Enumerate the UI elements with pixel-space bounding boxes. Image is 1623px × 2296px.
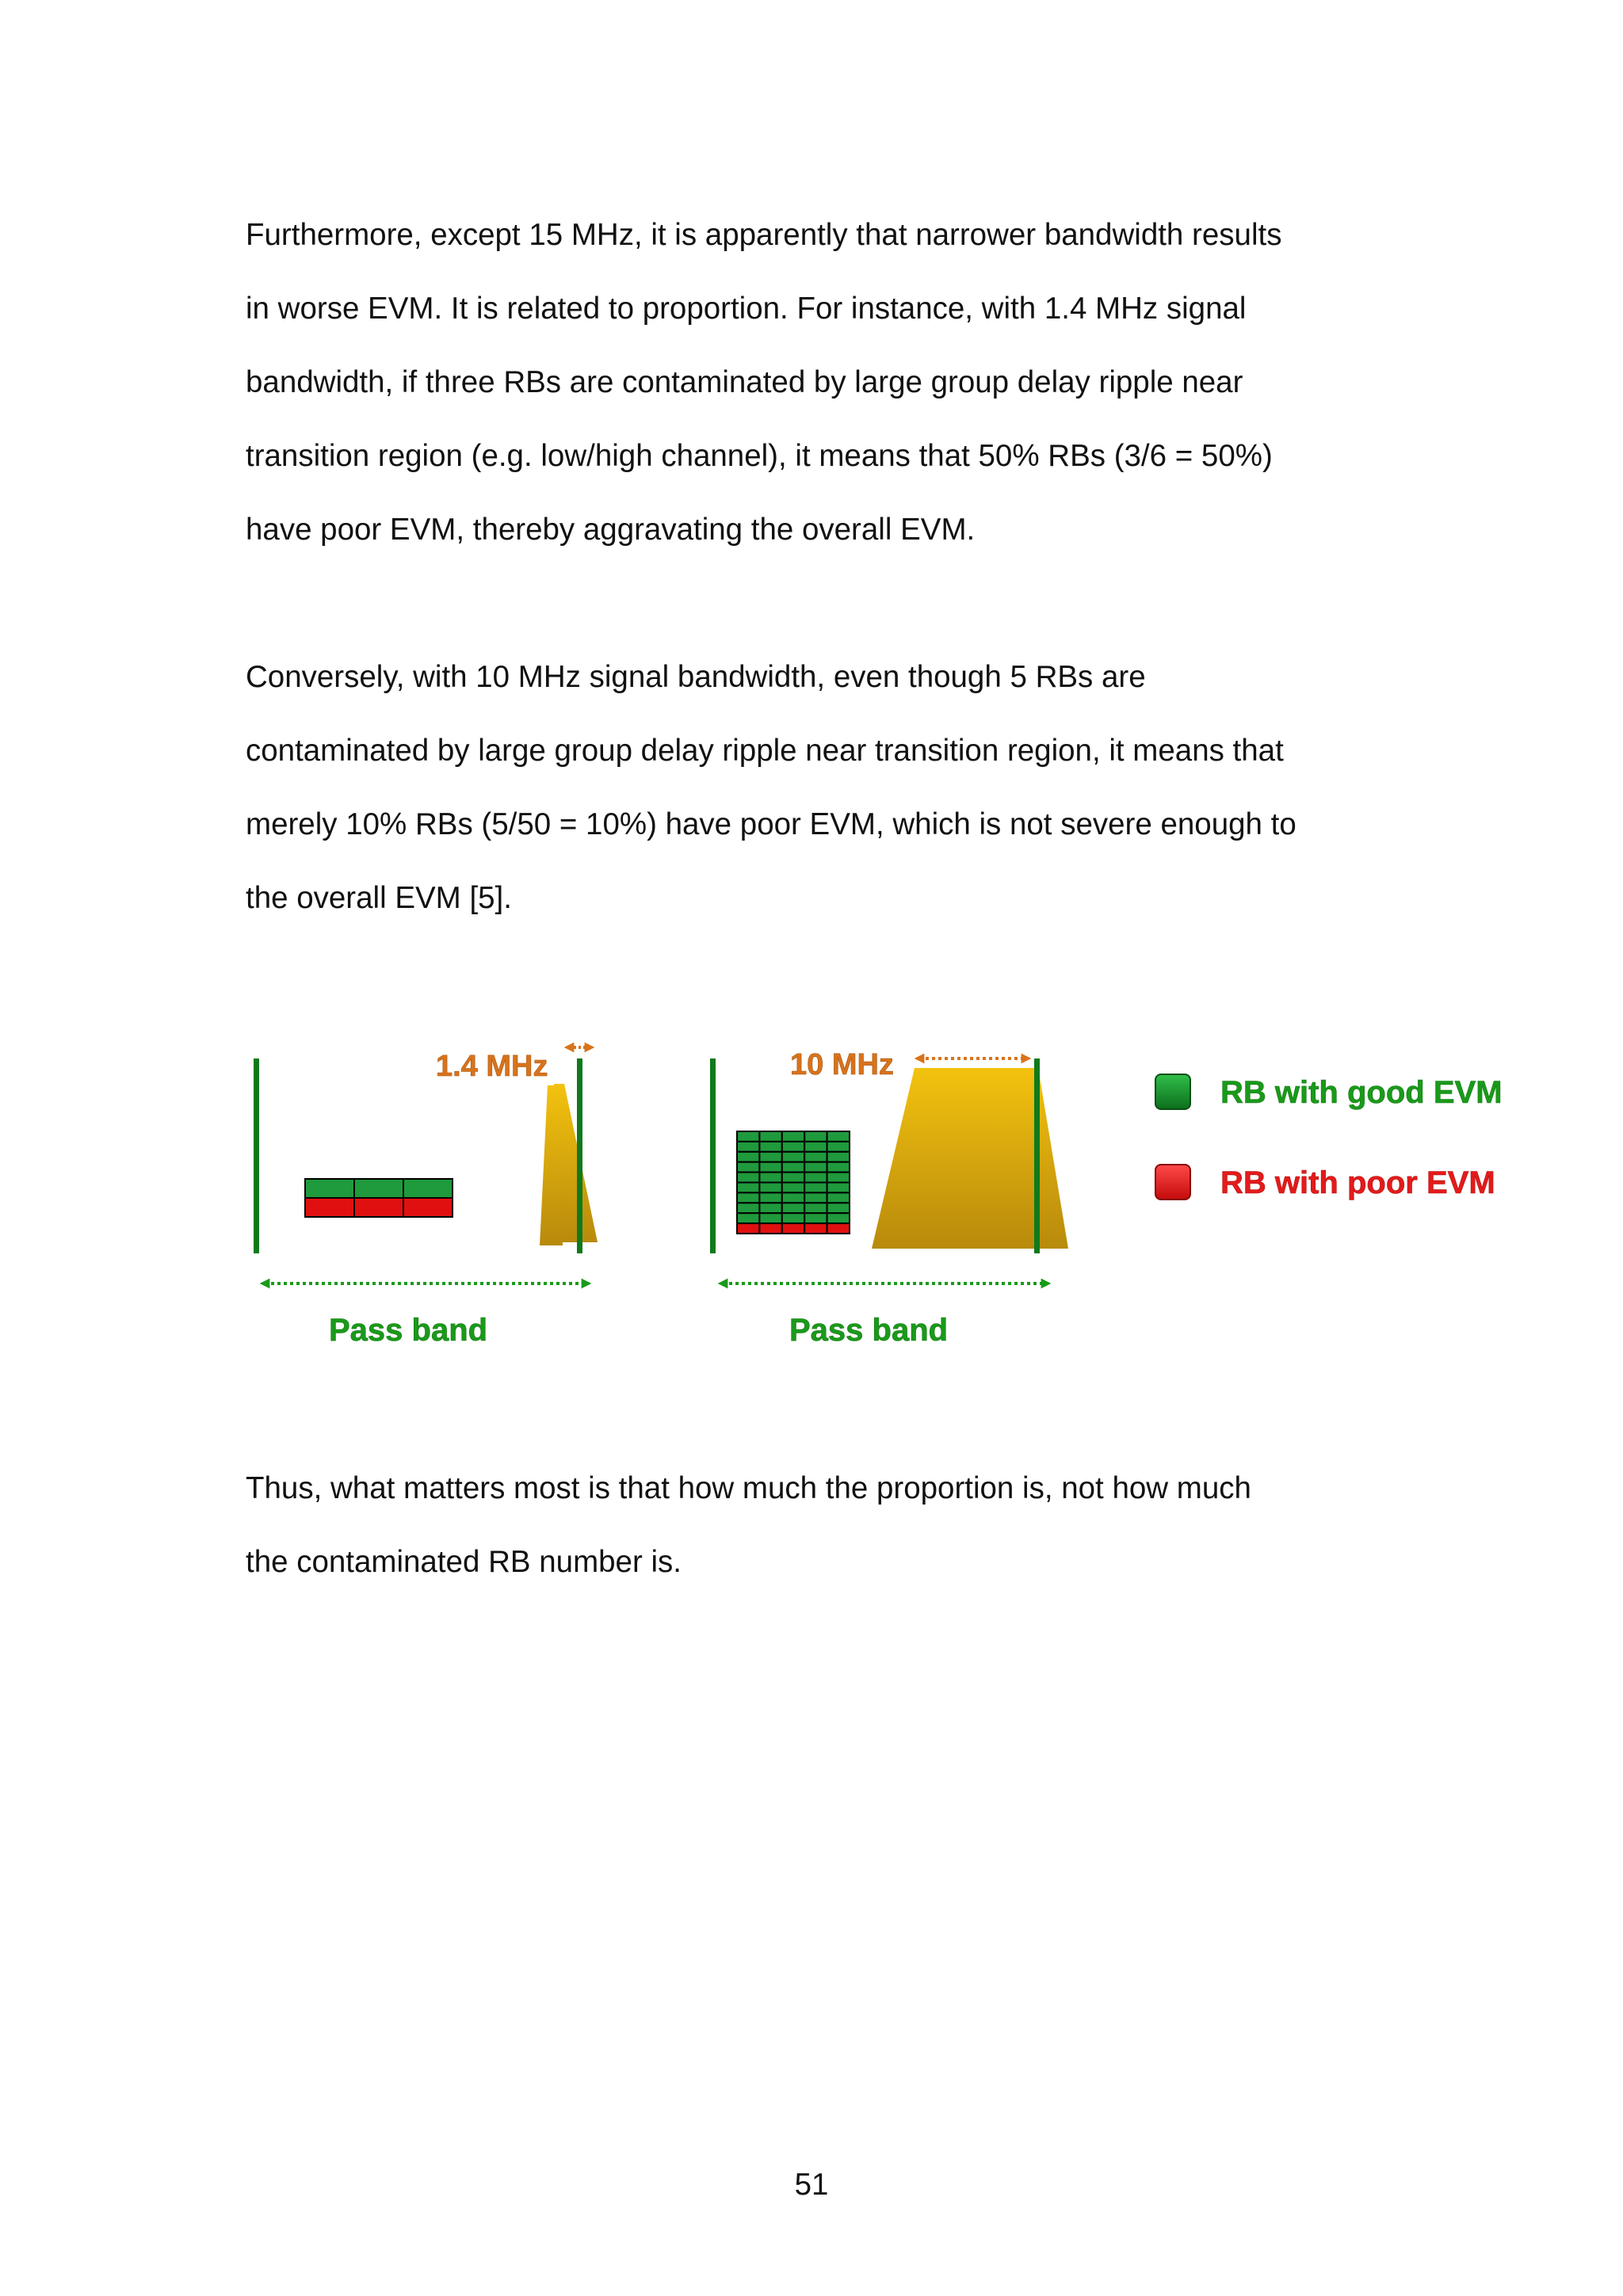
rb-good xyxy=(759,1213,781,1223)
rb-good xyxy=(804,1152,827,1162)
paragraph-3 xyxy=(246,1451,1387,1599)
rb-good xyxy=(759,1152,781,1162)
text-line: Thus, what matters most is that how much the proportion is, not how much xyxy=(246,1471,1251,1505)
text-line: bandwidth, if three RBs are contaminated by large group delay ripple near xyxy=(246,365,1243,399)
rb-poor xyxy=(759,1223,781,1234)
rb-good xyxy=(737,1152,759,1162)
paragraph-1 xyxy=(246,198,1387,566)
rb-good xyxy=(827,1192,850,1203)
rb-good xyxy=(804,1162,827,1173)
rb-good xyxy=(782,1192,804,1203)
rb-good xyxy=(782,1142,804,1152)
rb-good xyxy=(759,1192,781,1203)
text-line: Furthermore, except 15 MHz, it is apparently that narrower bandwidth results xyxy=(246,218,1282,252)
rb-good xyxy=(827,1203,850,1213)
bandwidth-label: 1.4 MHz xyxy=(436,1050,548,1083)
rb-poor xyxy=(827,1223,850,1234)
rb-poor xyxy=(403,1198,453,1217)
passband-left-edge xyxy=(254,1058,259,1253)
rb-good xyxy=(782,1173,804,1183)
rb-good xyxy=(804,1131,827,1142)
page-number: 51 xyxy=(794,2168,829,2202)
rb-good xyxy=(759,1173,781,1183)
rb-good xyxy=(737,1213,759,1223)
passband-right-edge xyxy=(1034,1058,1040,1253)
rb-good xyxy=(804,1192,827,1203)
rb-poor xyxy=(305,1198,354,1217)
rb-good xyxy=(827,1162,850,1173)
rb-good xyxy=(804,1213,827,1223)
good-rb-swatch xyxy=(1155,1074,1190,1109)
rb-good xyxy=(782,1162,804,1173)
rb-good xyxy=(782,1213,804,1223)
rb-poor xyxy=(804,1223,827,1234)
left-panel xyxy=(254,1047,598,1348)
text-line: have poor EVM, thereby aggravating the overall EVM. xyxy=(246,513,976,547)
rb-good xyxy=(759,1131,781,1142)
rb-good xyxy=(759,1142,781,1152)
rb-good xyxy=(759,1162,781,1173)
rb-grid-left xyxy=(305,1179,453,1217)
rb-good xyxy=(804,1142,827,1152)
rb-good xyxy=(403,1179,453,1198)
rb-good xyxy=(827,1152,850,1162)
rb-good xyxy=(759,1203,781,1213)
text-line: contaminated by large group delay ripple near transition region, it means that xyxy=(246,734,1284,768)
rb-grid-right xyxy=(737,1131,850,1234)
passband-label: Pass band xyxy=(789,1313,949,1348)
rb-good xyxy=(737,1192,759,1203)
text-line: in worse EVM. It is related to proportion. For instance, with 1.4 MHz signal xyxy=(246,292,1247,326)
legend-good-label: RB with good EVM xyxy=(1220,1075,1503,1110)
legend xyxy=(1155,1074,1503,1200)
poor-rb-swatch xyxy=(1155,1165,1190,1199)
rb-good xyxy=(737,1142,759,1152)
rb-good xyxy=(354,1179,403,1198)
bandwidth-label: 10 MHz xyxy=(790,1048,894,1081)
passband-label: Pass band xyxy=(329,1313,488,1348)
rb-poor xyxy=(354,1198,403,1217)
rb-good xyxy=(782,1152,804,1162)
rb-good xyxy=(782,1131,804,1142)
rb-good xyxy=(737,1173,759,1183)
rb-good xyxy=(827,1131,850,1142)
rb-good xyxy=(305,1179,354,1198)
passband-rb-figure xyxy=(238,1030,1537,1371)
rb-good xyxy=(737,1183,759,1193)
rb-good xyxy=(827,1142,850,1152)
paragraph-2 xyxy=(246,640,1387,935)
rb-good xyxy=(782,1203,804,1213)
text-line: the contaminated RB number is. xyxy=(246,1545,682,1579)
text-line: the overall EVM [5]. xyxy=(246,881,512,915)
text-line: Conversely, with 10 MHz signal bandwidth, even though 5 RBs are xyxy=(246,660,1146,694)
passband-right-edge xyxy=(577,1058,582,1253)
rb-poor xyxy=(737,1223,759,1234)
rb-good xyxy=(759,1183,781,1193)
passband-left-edge xyxy=(710,1058,716,1253)
rb-good xyxy=(804,1183,827,1193)
rb-good xyxy=(827,1183,850,1193)
rb-good xyxy=(804,1203,827,1213)
text-line: merely 10% RBs (5/50 = 10%) have poor EVM, which is not severe enough to xyxy=(246,807,1296,841)
rb-good xyxy=(804,1173,827,1183)
rb-good xyxy=(737,1203,759,1213)
rb-good xyxy=(827,1213,850,1223)
right-panel xyxy=(710,1048,1068,1348)
rb-good xyxy=(827,1173,850,1183)
rb-good xyxy=(782,1183,804,1193)
text-line: transition region (e.g. low/high channel), it means that 50% RBs (3/6 = 50%) xyxy=(246,439,1273,473)
rb-poor xyxy=(782,1223,804,1234)
rb-good xyxy=(737,1131,759,1142)
legend-poor-label: RB with poor EVM xyxy=(1220,1165,1495,1200)
rb-good xyxy=(737,1162,759,1173)
